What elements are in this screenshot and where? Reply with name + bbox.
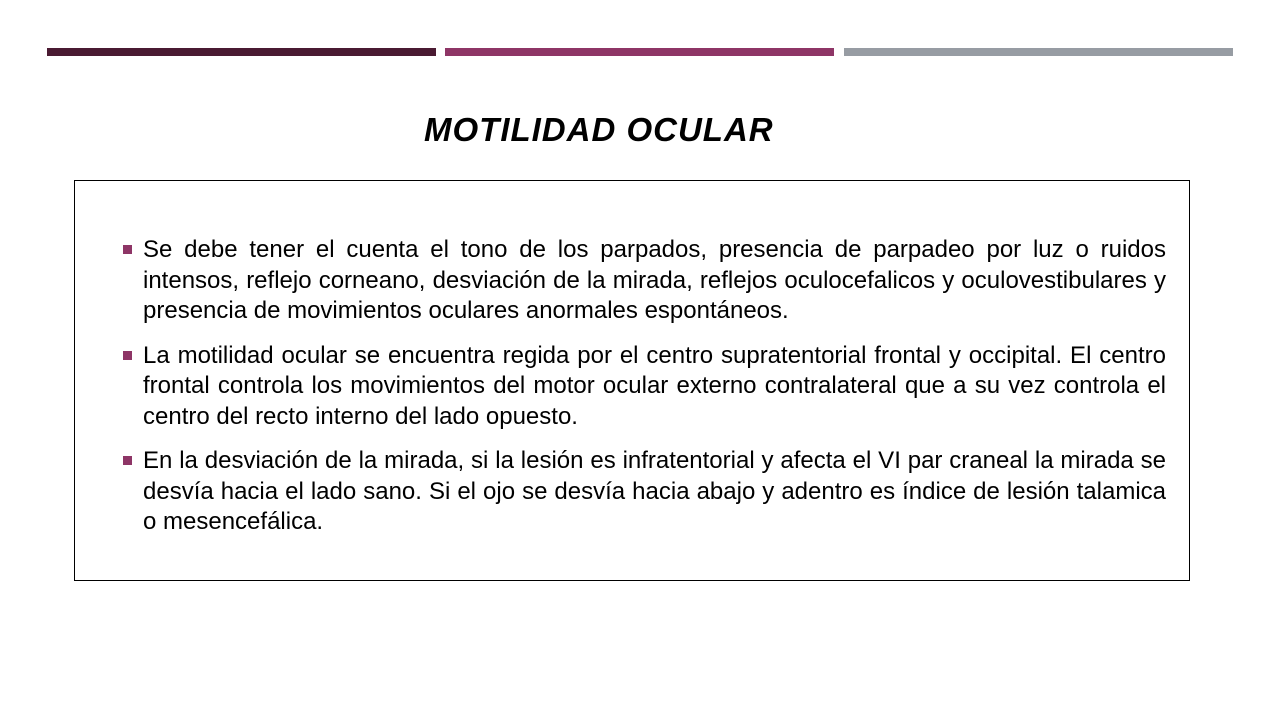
square-bullet-icon: [123, 456, 132, 465]
bullet-item: [123, 235, 1166, 327]
bullet-item: [123, 341, 1166, 433]
slide-title: MOTILIDAD OCULAR: [424, 111, 774, 148]
accent-bar-dark: [47, 48, 436, 56]
bullet-text: Se debe tener el cuenta el tono de los parpados, presencia de parpadeo por luz o ruidos intensos, reflejo corneano, desviación de la mirada, reflejos oculocefalicos y oculovestibulares y presencia de movimientos oculares anormales espontáneos.: [143, 236, 1166, 324]
square-bullet-icon: [123, 245, 132, 254]
square-bullet-icon: [123, 351, 132, 360]
bullet-item: [123, 446, 1166, 538]
bullet-text: La motilidad ocular se encuentra regida por el centro supratentorial frontal y occipital. El centro frontal controla los movimientos del motor ocular externo contralateral que a su vez controla el centro del recto interno del lado opuesto.: [143, 341, 1166, 430]
accent-bar-magenta: [445, 48, 834, 56]
bullet-list: [123, 235, 1166, 538]
content-box: [74, 180, 1190, 581]
accent-bar-gray: [844, 48, 1233, 56]
bullet-text: En la desviación de la mirada, si la lesión es infratentorial y afecta el VI par craneal la mirada se desvía hacia el lado sano. Si el ojo se desvía hacia abajo y adentro es índice de lesión talamica o mesencefálica.: [143, 447, 1166, 535]
